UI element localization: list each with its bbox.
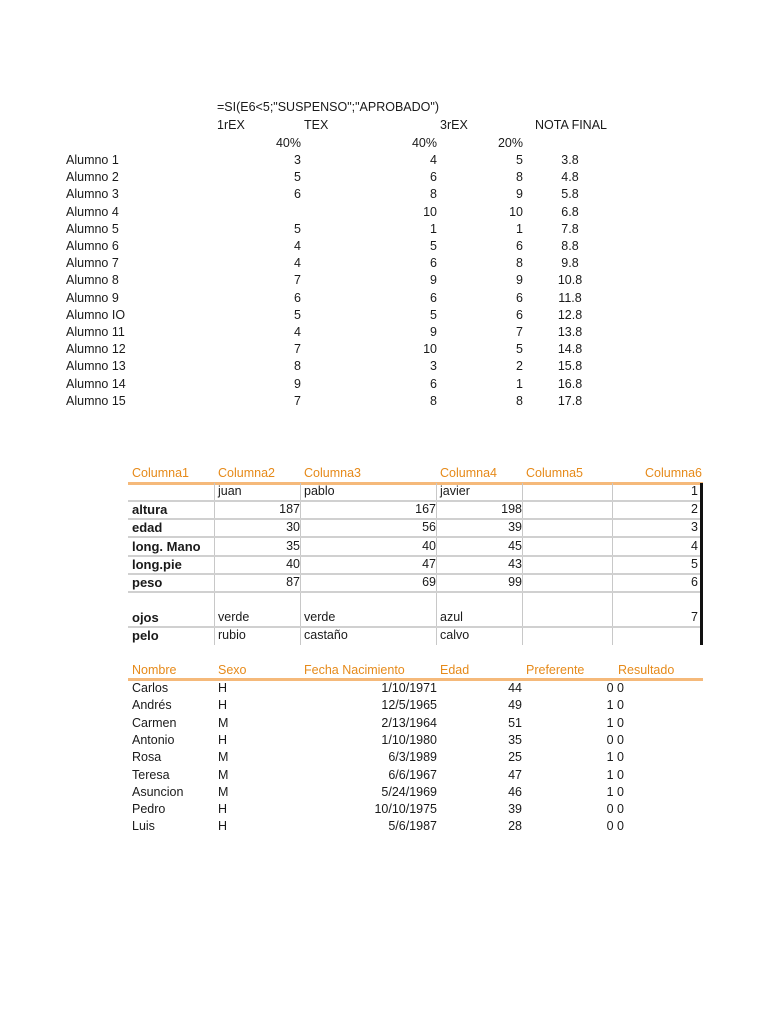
header-nota-final: NOTA FINAL <box>535 118 608 132</box>
value-col5 <box>526 519 612 536</box>
score-3rex: 7 <box>516 325 523 339</box>
person-sex: H <box>218 802 228 817</box>
value-col5 <box>526 627 612 644</box>
score-1rex: 6 <box>294 187 301 202</box>
person-result: 0 0 <box>606 819 624 834</box>
weight-3rex: 20% <box>497 136 523 150</box>
value-juan: rubio <box>218 627 246 642</box>
score-tex: 9 <box>430 273 437 288</box>
score-1rex: 6 <box>294 290 301 305</box>
column-header: Sexo <box>218 663 247 677</box>
person-sex: H <box>218 819 228 834</box>
names-cell: 1 <box>691 484 698 498</box>
row-number: 2 <box>691 502 698 517</box>
value-col5 <box>526 556 612 573</box>
score-tex: 5 <box>430 307 437 322</box>
row-separator <box>128 591 700 593</box>
column-header: Edad <box>440 663 470 677</box>
value-javier: azul <box>440 610 463 624</box>
column-header: Columna6 <box>645 466 702 480</box>
person-birthdate: 12/5/1965 <box>381 698 437 713</box>
score-3rex: 5 <box>516 342 523 357</box>
person-sex: H <box>218 732 228 747</box>
value-juan: 35 <box>286 538 300 553</box>
student-name: Alumno 12 <box>66 342 126 357</box>
header-tex: TEX <box>304 118 329 132</box>
person-name: Luis <box>132 819 155 834</box>
student-name: Alumno 6 <box>66 239 119 253</box>
score-1rex: 5 <box>294 221 301 236</box>
final-grade: 4.8 <box>561 170 579 185</box>
final-grade: 12.8 <box>557 307 583 322</box>
header-1rex: 1rEX <box>217 118 245 132</box>
attributes-table <box>128 463 703 648</box>
column-header: Nombre <box>132 663 177 677</box>
value-col5 <box>526 538 612 555</box>
score-tex: 10 <box>423 342 437 357</box>
person-result: 0 0 <box>606 732 624 747</box>
person-name: Andrés <box>132 698 172 713</box>
score-3rex: 2 <box>516 359 523 374</box>
row-label: long. Mano <box>132 538 201 554</box>
score-tex: 4 <box>430 153 437 167</box>
row-number <box>616 627 698 644</box>
person-result: 0 0 <box>606 802 624 817</box>
score-3rex: 1 <box>516 376 523 391</box>
person-result: 1 0 <box>606 767 624 782</box>
value-javier: calvo <box>440 627 470 642</box>
final-grade: 11.8 <box>558 290 582 305</box>
person-result: 1 0 <box>606 698 624 713</box>
row-label: pelo <box>132 627 159 643</box>
score-3rex: 9 <box>516 187 523 202</box>
person-name: Carmen <box>132 715 177 730</box>
score-3rex: 6 <box>516 290 523 305</box>
person-name: Asuncion <box>132 784 184 799</box>
row-number: 3 <box>691 520 698 535</box>
final-grade: 17.8 <box>557 393 583 408</box>
student-name: Alumno 5 <box>66 221 119 236</box>
student-name: Alumno 15 <box>66 393 126 408</box>
value-pablo: 47 <box>422 556 436 571</box>
column-header: Columna1 <box>132 466 189 480</box>
value-javier: 99 <box>508 575 522 589</box>
names-cell: juan <box>218 484 242 498</box>
person-name: Rosa <box>132 750 162 765</box>
value-pablo: verde <box>304 610 336 624</box>
grid-line <box>300 483 301 645</box>
column-header: Columna2 <box>218 466 275 480</box>
score-3rex: 9 <box>516 273 523 288</box>
value-col5 <box>526 501 612 518</box>
column-header: Preferente <box>526 663 585 677</box>
names-cell: javier <box>440 484 470 498</box>
student-name: Alumno 14 <box>66 376 126 391</box>
people-table <box>128 662 703 837</box>
value-pablo: castaño <box>304 627 348 642</box>
weight-1rex: 40% <box>275 136 301 150</box>
score-1rex: 5 <box>294 307 301 322</box>
value-juan: 30 <box>286 520 300 535</box>
value-javier: 45 <box>508 538 522 553</box>
person-sex: H <box>218 681 228 695</box>
score-tex: 9 <box>430 325 437 339</box>
names-cell <box>132 483 218 500</box>
person-sex: M <box>218 767 229 782</box>
score-1rex: 4 <box>294 239 301 253</box>
grid-line <box>522 483 523 645</box>
header-3rex: 3rEX <box>440 118 468 132</box>
final-grade: 9.8 <box>561 256 579 271</box>
score-tex: 5 <box>430 239 437 253</box>
final-grade: 10.8 <box>557 273 583 288</box>
final-grade: 8.8 <box>561 239 579 253</box>
value-pablo: 56 <box>422 520 436 535</box>
score-1rex: 5 <box>294 170 301 185</box>
value-javier: 198 <box>501 502 522 517</box>
person-age: 49 <box>508 698 522 713</box>
value-juan: 87 <box>286 575 300 589</box>
score-tex: 3 <box>430 359 437 374</box>
student-name: Alumno 2 <box>66 170 119 185</box>
final-grade: 5.8 <box>561 187 579 202</box>
value-juan: verde <box>218 610 250 624</box>
value-pablo: 69 <box>422 575 436 589</box>
names-cell: pablo <box>304 484 335 498</box>
score-3rex: 5 <box>516 153 523 167</box>
person-result: 1 0 <box>606 750 624 765</box>
column-header: Columna3 <box>304 466 361 480</box>
final-grade: 14.8 <box>557 342 583 357</box>
column-header: Columna4 <box>440 466 497 480</box>
score-tex: 8 <box>430 393 437 408</box>
score-3rex: 1 <box>516 221 523 236</box>
value-javier: 43 <box>508 556 522 571</box>
row-label: ojos <box>132 610 159 625</box>
value-javier: 39 <box>508 520 522 535</box>
person-birthdate: 6/6/1967 <box>388 767 437 782</box>
person-sex: H <box>218 698 228 713</box>
person-age: 47 <box>508 767 522 782</box>
score-3rex: 6 <box>516 307 523 322</box>
person-name: Antonio <box>132 732 175 747</box>
final-grade: 7.8 <box>561 221 579 236</box>
score-1rex: 7 <box>294 393 301 408</box>
student-name: Alumno 13 <box>66 359 126 374</box>
score-tex: 6 <box>430 256 437 271</box>
score-1rex: 4 <box>294 325 301 339</box>
value-juan: 40 <box>286 556 300 571</box>
column-header: Fecha Nacimiento <box>304 663 405 677</box>
student-name: Alumno 11 <box>66 325 125 339</box>
score-tex: 1 <box>430 221 437 236</box>
student-name: Alumno 8 <box>66 273 119 288</box>
score-1rex: 4 <box>294 256 301 271</box>
row-label: peso <box>132 575 163 590</box>
value-col5 <box>526 574 612 591</box>
row-label: edad <box>132 520 163 536</box>
score-1rex: 7 <box>294 342 301 357</box>
score-3rex: 6 <box>516 239 523 253</box>
final-grade: 15.8 <box>557 359 583 374</box>
person-age: 25 <box>508 750 522 765</box>
score-1rex: 3 <box>294 153 301 167</box>
person-sex: M <box>218 715 229 730</box>
score-tex: 6 <box>430 170 437 185</box>
score-tex: 8 <box>430 187 437 202</box>
person-birthdate: 2/13/1964 <box>381 715 437 730</box>
student-name: Alumno 7 <box>66 256 119 271</box>
value-juan: 187 <box>279 502 300 517</box>
value-pablo: 40 <box>422 538 436 553</box>
score-tex: 10 <box>423 204 437 219</box>
person-name: Teresa <box>132 767 170 782</box>
grid-line <box>612 483 613 645</box>
person-age: 44 <box>508 681 522 695</box>
person-sex: M <box>218 784 229 799</box>
student-name: Alumno 1 <box>66 153 119 167</box>
person-result: 1 0 <box>606 715 624 730</box>
score-1rex: 8 <box>294 359 301 374</box>
score-3rex: 8 <box>516 256 523 271</box>
right-border <box>700 483 703 645</box>
person-age: 51 <box>508 715 522 730</box>
score-tex: 6 <box>430 376 437 391</box>
person-name: Carlos <box>132 681 169 695</box>
student-name: Alumno 4 <box>66 204 119 219</box>
person-age: 46 <box>508 784 522 799</box>
row-label: altura <box>132 502 168 518</box>
weight-tex: 40% <box>411 136 437 150</box>
person-age: 28 <box>508 819 522 834</box>
person-result: 1 0 <box>606 784 624 799</box>
final-grade: 16.8 <box>557 376 583 391</box>
student-name: Alumno 9 <box>66 290 119 305</box>
formula-text: =SI(E6<5;"SUSPENSO";"APROBADO") <box>217 100 439 114</box>
row-number: 4 <box>691 538 698 553</box>
person-birthdate: 5/6/1987 <box>388 819 437 834</box>
person-name: Pedro <box>132 802 166 817</box>
person-sex: M <box>218 750 229 765</box>
column-header: Resultado <box>618 663 675 677</box>
score-3rex: 10 <box>509 204 523 219</box>
person-birthdate: 1/10/1980 <box>381 732 437 747</box>
names-cell <box>526 483 616 500</box>
grades-table <box>0 0 768 420</box>
score-1rex: 7 <box>294 273 301 288</box>
score-3rex: 8 <box>516 170 523 185</box>
student-name: Alumno IO <box>66 307 126 322</box>
final-grade: 6.8 <box>561 204 579 219</box>
person-age: 35 <box>508 732 522 747</box>
row-number: 6 <box>691 575 698 589</box>
row-number: 7 <box>691 610 698 624</box>
value-pablo: 167 <box>415 502 436 517</box>
value-col5 <box>526 609 612 626</box>
score-3rex: 8 <box>516 393 523 408</box>
final-grade: 13.8 <box>557 325 583 339</box>
row-label: long.pie <box>132 556 182 572</box>
column-header: Columna5 <box>526 466 583 480</box>
person-result: 0 0 <box>606 681 624 695</box>
person-birthdate: 10/10/1975 <box>374 802 437 817</box>
score-tex: 6 <box>430 290 437 305</box>
person-birthdate: 6/3/1989 <box>388 750 437 765</box>
student-name: Alumno 3 <box>66 187 119 202</box>
grid-line <box>436 483 437 645</box>
row-number: 5 <box>691 556 698 571</box>
person-birthdate: 1/10/1971 <box>381 681 437 695</box>
final-grade: 3.8 <box>561 153 579 167</box>
score-1rex: 9 <box>294 376 301 391</box>
person-age: 39 <box>508 802 522 817</box>
person-birthdate: 5/24/1969 <box>381 784 437 799</box>
